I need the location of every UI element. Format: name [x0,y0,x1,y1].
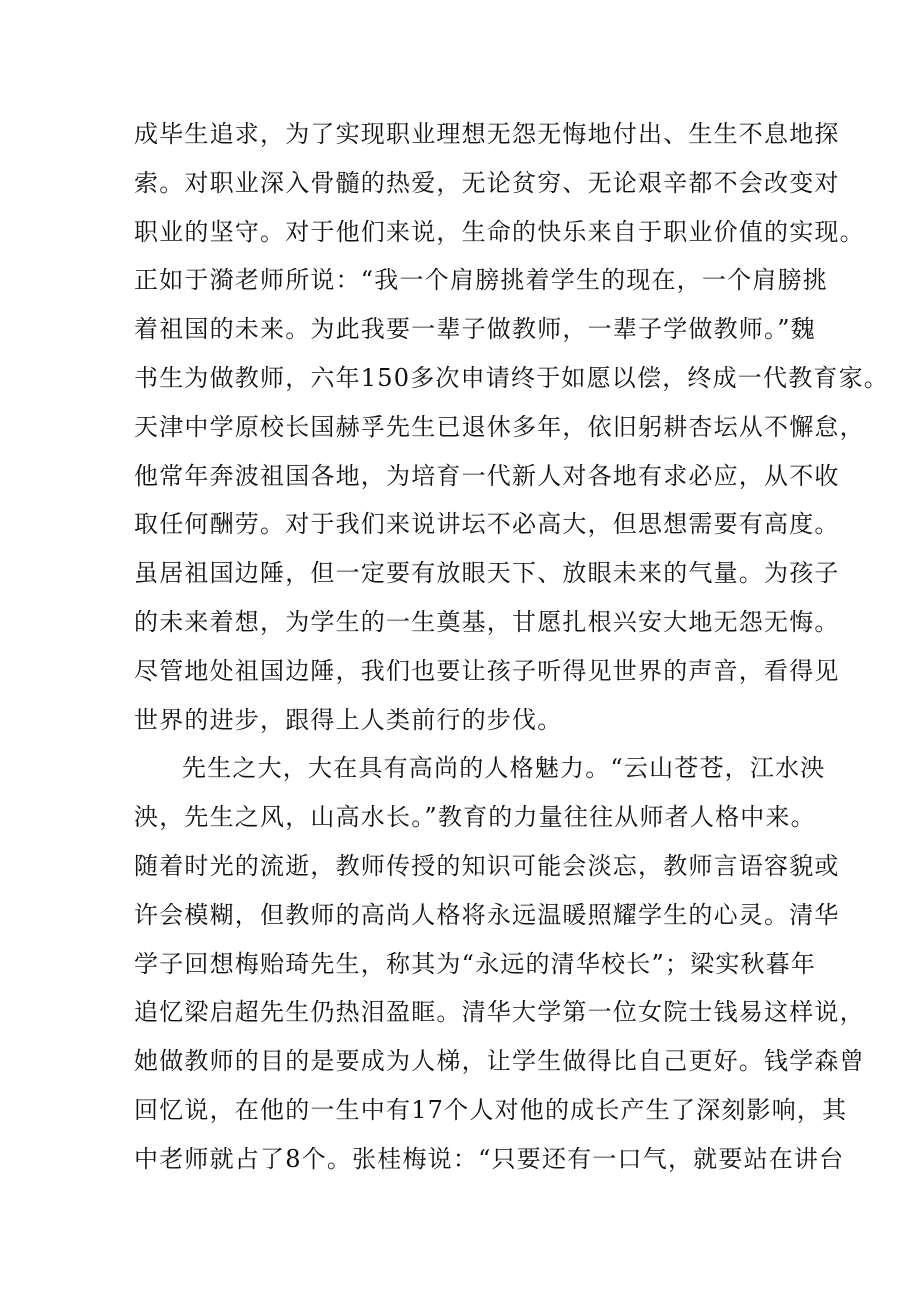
text-line: 书生为做教师，六年150多次申请终于如愿以偿，终成一代教育家。 [134,363,890,392]
text-line: 职业的坚守。对于他们来说，生命的快乐来自于职业价值的实现。 [134,217,865,246]
body-text [134,110,890,1184]
text-line: 学子回想梅贻琦先生，称其为“永远的清华校长”；梁实秋暮年 [134,949,817,978]
text-line: 追忆梁启超先生仍热泪盈眶。清华大学第一位女院士钱易这样说， [134,998,865,1027]
paragraph [134,744,865,1183]
text-line: 索。对职业深入骨髓的热爱，无论贫穷、无论艰辛都不会改变对 [134,168,840,197]
text-line: 正如于漪老师所说：“我一个肩膀挑着学生的现在，一个肩膀挑 [134,266,828,295]
paragraph [134,110,890,744]
text-line: 他常年奔波祖国各地，为培育一代新人对各地有求必应，从不收 [134,461,840,490]
text-line: 中老师就占了8个。张桂梅说：“只要还有一口气，就要站在讲台 [134,1144,845,1173]
text-line: 许会模糊，但教师的高尚人格将永远温暖照耀学生的心灵。清华 [134,900,840,929]
text-line: 着祖国的未来。为此我要一辈子做教师，一辈子学做教师。”魏 [134,315,816,344]
text-line: 虽居祖国边陲，但一定要有放眼天下、放眼未来的气量。为孩子 [134,559,840,588]
text-line: 泱，先生之风，山高水长。”教育的力量往往从师者人格中来。 [134,803,816,832]
text-line: 她做教师的目的是要成为人梯，让学生做得比自己更好。钱学森曾 [134,1047,865,1076]
text-line: 成毕生追求，为了实现职业理想无怨无悔地付出、生生不息地探 [134,120,840,148]
text-line: 天津中学原校长国赫孚先生已退休多年，依旧躬耕杏坛从不懈怠， [134,412,865,441]
text-line: 取任何酬劳。对于我们来说讲坛不必高大，但思想需要有高度。 [134,510,840,539]
text-line: 的未来着想，为学生的一生奠基，甘愿扎根兴安大地无怨无悔。 [134,607,840,636]
text-line: 随着时光的流逝，教师传授的知识可能会淡忘，教师言语容貌或 [134,851,840,880]
text-line: 回忆说，在他的一生中有17个人对他的成长产生了深刻影响，其 [134,1095,848,1124]
text-line: 先生之大，大在具有高尚的人格魅力。“云山苍苍，江水泱 [182,754,826,783]
text-line: 尽管地处祖国边陲，我们也要让孩子听得见世界的声音，看得见 [134,656,840,685]
text-line: 世界的进步，跟得上人类前行的步伐。 [134,705,563,734]
